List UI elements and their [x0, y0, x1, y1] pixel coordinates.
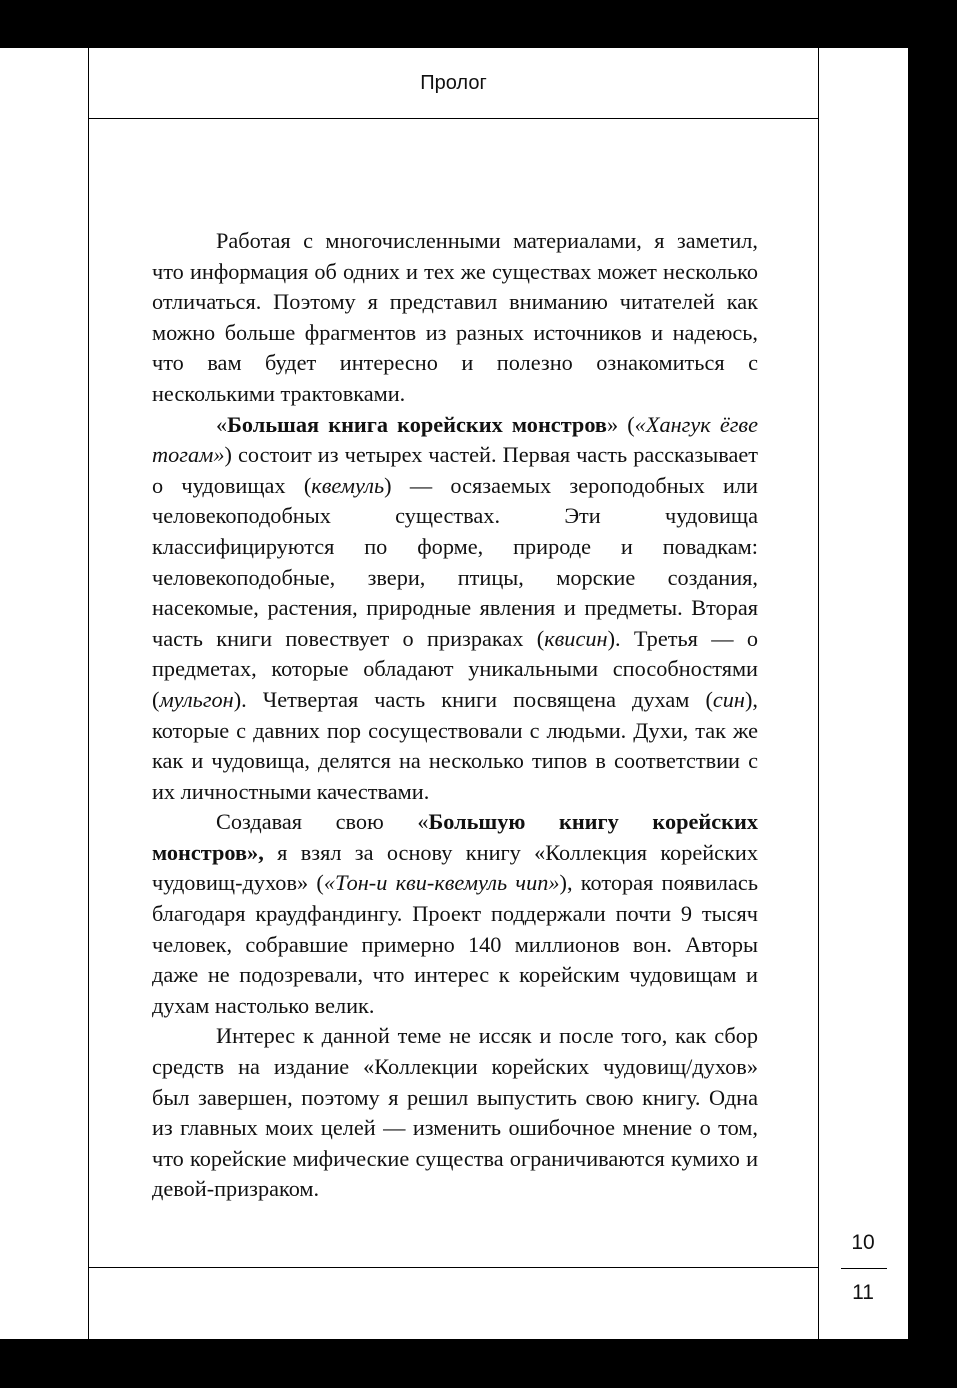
running-header: Пролог	[420, 72, 487, 94]
right-margin-rule	[818, 48, 819, 1339]
p2-italic-2: квемуль	[311, 472, 385, 498]
p2-italic-1: «Хангук ёгве тогам»	[152, 411, 758, 468]
paragraph-1: Работая с многочисленными материалами, я заметил, что информация об одних и тех же существах может несколько отличаться. Поэтому я представил вниманию читателей как можно больше фрагментов из разных источников и надеюсь, что вам будет интересно и полезно ознакомиться с несколькими трактовками.	[152, 228, 758, 406]
body-text	[152, 226, 758, 1205]
p2-italic-5: син	[712, 686, 745, 712]
footer-rule	[88, 1267, 819, 1268]
page-number-left: 10	[851, 1231, 875, 1254]
page-number-right: 11	[852, 1281, 874, 1304]
p2-text-3: ) состоит из четырех частей. Первая часть рассказывает о чудовищах (	[152, 442, 758, 498]
p2-italic-4: мульгон	[159, 686, 234, 712]
header-rule	[88, 118, 819, 119]
p2-text-5: ). Третья — о предметах, которые обладают уникальными способностями (	[152, 625, 758, 712]
book-page	[0, 48, 908, 1339]
p3-text-3: ), которая появилась благодаря краудфандингу. Проект поддержали почти 9 тысяч человек, собравшие примерно 140 миллионов вон. Авторы даже не подозревали, что интерес к корейским чудовищам и духам настолько велик.	[152, 870, 758, 1018]
p3-italic-1: «Тон-и кви-квемуль чип»	[323, 870, 560, 896]
p2-italic-3: квисин	[544, 625, 608, 651]
p2-text-4: ) — осязаемых зероподобных или человекоподобных существах. Эти чудовища классифицируются по форме, природе и повадкам: человекоподобные, звери, птицы, морские создания, насекомые, растения, природные явления и предметы. Вторая часть книги повествует о призраках (	[152, 472, 758, 651]
p3-bold-title: Большую книгу корейских монстров»,	[152, 809, 758, 865]
p2-bold-title: Большая книга корейских монстров	[227, 411, 607, 437]
left-margin-rule	[88, 48, 89, 1339]
p3-text-2: я взял за основу книгу «Коллекция корейских чудовищ-духов» (	[152, 839, 758, 896]
p2-text-2: » (	[606, 411, 635, 437]
p2-text-1: «	[216, 411, 228, 437]
paragraph-4: Интерес к данной теме не иссяк и после того, как сбор средств на издание «Коллекции корейских чудовищ/духов» был завершен, поэтому я решил выпустить свою книгу. Одна из главных моих целей — изменить ошибочное мнение о том, что корейские мифические существа ограничиваются кумихо и девой-призраком.	[152, 1023, 758, 1202]
p2-text-7: ), которые с давних пор сосуществовали с людьми. Духи, так же как и чудовища, делятся на несколько типов в соответствии с их личностными качествами.	[152, 686, 758, 804]
page-number-divider	[841, 1268, 887, 1269]
p2-text-6: ). Четвертая часть книги посвящена духам (	[233, 686, 713, 712]
paragraph-2	[152, 410, 758, 808]
paragraph-3	[152, 807, 758, 1021]
p3-text-1: Создавая свою «	[216, 809, 429, 835]
